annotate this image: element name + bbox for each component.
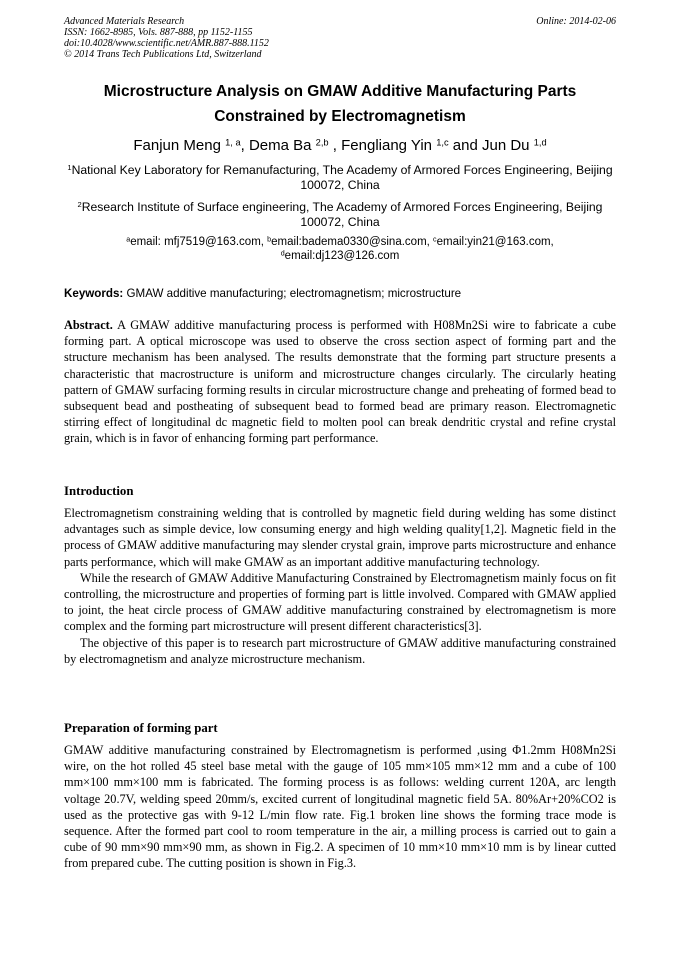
author-affiliation-mark: 1,c	[436, 137, 449, 148]
issn-line: ISSN: 1662-8985, Vols. 887-888, pp 1152-1155	[64, 27, 253, 38]
introduction-body	[64, 505, 616, 667]
email-mark: a	[126, 235, 131, 244]
keywords-label: Keywords:	[64, 287, 124, 300]
author-affiliation-mark: 1, a	[225, 137, 241, 148]
journal-name: Advanced Materials Research	[64, 16, 185, 27]
author-affiliation-mark: 1,d	[533, 137, 547, 148]
author-emails	[64, 235, 616, 263]
author-name: Jun Du	[481, 137, 530, 154]
keywords	[64, 286, 616, 301]
preparation-paragraph: GMAW additive manufacturing constrained by Electromagnetism is performed ,using Φ1.2mm H08Mn2Si wire, on the hot rolled 45 steel base metal with the gauge of 105 mm×105 mm×12 mm and a cube of 100 mm×100 mm×100 mm is fabricated. The forming process is as follows: welding current 120A, arc length voltage 20.7V, welding speed 20mm/s, excited current of longitudinal magnetic field 5A. 80%Ar+20%CO2 is used as the protective gas with 9-12 L/min flow rate. Fig.1 broken line shows the forming trace mode is sequence. After the formed part cool to room temperature in the air, a milling process is carried out to gain a cube of 90 mm×90 mm×90 mm, as shown in Fig.2. A specimen of 10 mm×10 mm×10 mm is by linear cutted from prepared cube. The cutting position is shown in Fig.3.	[64, 743, 616, 871]
paper-title	[64, 79, 616, 129]
affiliation-mark: 2	[77, 200, 82, 210]
affiliation-text: Research Institute of Surface engineering, The Academy of Armored Forces Engineering, Beijing 100072, China	[81, 200, 603, 229]
preparation-body	[64, 742, 616, 872]
intro-paragraph-2: While the research of GMAW Additive Manufacturing Constrained by Electromagnetism mainly focus on fit controlling, the microstructure and properties of forming part is little involved. Compared with GMAW applied to joint, the heat circle process of GMAW additive manufacturing constrained by electromagnetism is more complex and the forming part microstructure will present different characteristics[3].	[64, 570, 616, 634]
copyright-line: © 2014 Trans Tech Publications Ltd, Switzerland	[64, 49, 262, 60]
author-name: Fanjun Meng	[133, 137, 221, 154]
abstract	[64, 317, 616, 447]
email-c: email:yin21@163.com,	[436, 236, 554, 248]
affiliation-mark: 1	[67, 163, 72, 173]
author-separator: ,	[328, 137, 342, 154]
author-separator: ,	[240, 137, 249, 154]
title-line-2: Constrained by Electromagnetism	[214, 108, 466, 125]
preparation-heading: Preparation of forming part	[64, 721, 218, 735]
author-separator: and	[448, 137, 482, 154]
email-b: email:badema0330@sina.com,	[271, 236, 434, 248]
email-mark: b	[267, 235, 272, 244]
keywords-text: GMAW additive manufacturing; electromagnetism; microstructure	[126, 287, 462, 300]
author-affiliation-mark: 2,b	[315, 137, 329, 148]
journal-header	[64, 16, 616, 60]
affiliation-2	[64, 200, 616, 230]
affiliation-1	[64, 163, 616, 193]
intro-paragraph-3: The objective of this paper is to research part microstructure of GMAW additive manufacturing constrained by electromagnetism and analyze microstructure mechanism.	[64, 635, 616, 666]
email-mark: c	[433, 235, 437, 244]
title-line-1: Microstructure Analysis on GMAW Additive Manufacturing Parts	[103, 83, 577, 100]
email-d: email:dj123@126.com	[284, 250, 400, 262]
email-mark: d	[280, 249, 285, 258]
author-list	[64, 136, 616, 156]
author-name: Dema Ba	[248, 137, 312, 154]
doi-line: doi:10.4028/www.scientific.net/AMR.887-888.1152	[64, 38, 269, 49]
introduction-heading: Introduction	[64, 484, 134, 498]
online-date: Online: 2014-02-06	[536, 16, 616, 27]
author-name: Fengliang Yin	[341, 137, 433, 154]
affiliation-text: National Key Laboratory for Remanufacturing, The Academy of Armored Forces Engineering, Beijing 100072, China	[71, 163, 613, 192]
abstract-label: Abstract.	[64, 318, 113, 332]
intro-paragraph-1: Electromagnetism constraining welding that is controlled by magnetic field during welding has some distinct advantages such as simple device, low consuming energy and high welding quality[1,2]. Magnetic field in the process of GMAW additive manufacturing may slender crystal grain, improve parts microstructure and enhance parts performance, which will make GMAW as an important additive manufacturing technology.	[64, 506, 616, 569]
abstract-text: A GMAW additive manufacturing process is performed with H08Mn2Si wire to fabricate a cube forming part. A optical microscope was used to observe the cross section aspect of forming part and the structure mechanism has been analysed. The results demonstrate that the forming part structure presents a characteristic that macrostructure is uniform and microstructure changes circularly. The circularly heating pattern of GMAW surfacing forming results in circular microstructure change and preheating of formed bead to subsequent bead and postheating of subsequent bead to formed bead are primary reason. Electromagnetic stirring effect of longitudinal dc magnetic field to molten pool can break dendritic crystal and refine crystal grain, which is in favor of enhancing forming part performance.	[64, 318, 616, 446]
email-a: email: mfj7519@163.com,	[130, 236, 268, 248]
